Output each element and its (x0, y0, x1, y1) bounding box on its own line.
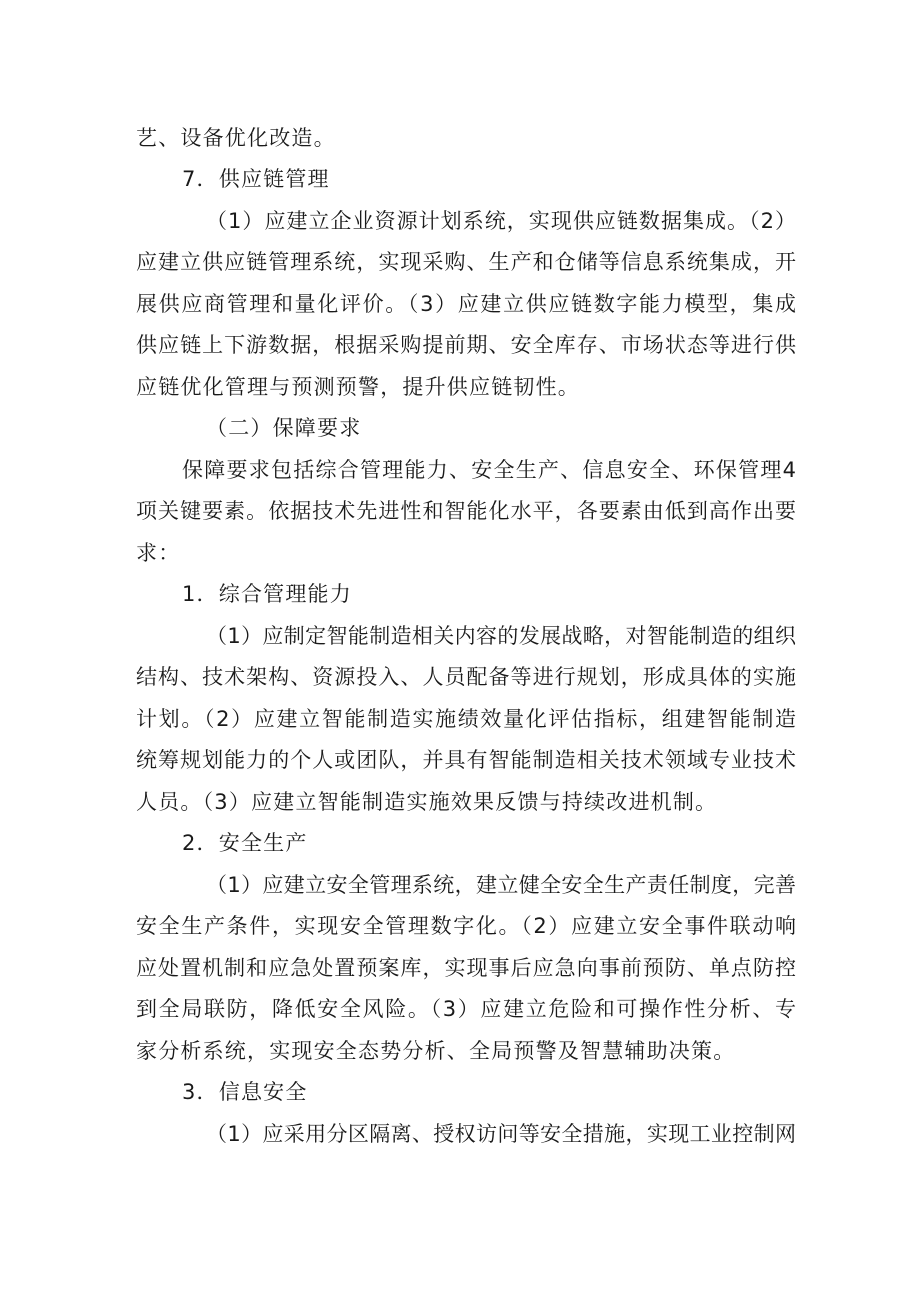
section-heading-1: 1．综合管理能力 (182, 582, 352, 606)
text-line: 应处置机制和应急处置预案库，实现事后应急向事前预防、单点防控 (136, 956, 796, 980)
text-line: （1）应建立安全管理系统，建立健全安全生产责任制度，完善 (206, 873, 796, 897)
section-heading-3: 3．信息安全 (182, 1080, 308, 1104)
text-line: 应链优化管理与预测预警，提升供应链韧性。 (136, 375, 580, 399)
text-line: 供应链上下游数据，根据采购提前期、安全库存、市场状态等进行供 (136, 333, 796, 357)
section-heading-7: 7．供应链管理 (182, 167, 330, 191)
text-line: 应建立供应链管理系统，实现采购、生产和仓储等信息系统集成，开 (136, 250, 796, 274)
text-line: 艺、设备优化改造。 (136, 126, 336, 150)
text-line: （1）应制定智能制造相关内容的发展战略，对智能制造的组织 (206, 624, 796, 648)
text-line: 保障要求包括综合管理能力、安全生产、信息安全、环保管理4 (182, 458, 796, 482)
section-heading-2: 2．安全生产 (182, 831, 308, 855)
text-line: 家分析系统，实现安全态势分析、全局预警及智慧辅助决策。 (136, 1039, 736, 1063)
text-line: 项关键要素。依据技术先进性和智能化水平，各要素由低到高作出要 (136, 499, 796, 523)
section-heading-guarantee: （二）保障要求 (206, 416, 362, 440)
text-line: 安全生产条件，实现安全管理数字化。（2）应建立安全事件联动响 (136, 914, 796, 938)
text-line: 到全局联防，降低安全风险。（3）应建立危险和可操作性分析、专 (136, 997, 796, 1021)
text-line: 求： (136, 541, 181, 565)
text-line: 展供应商管理和量化评价。（3）应建立供应链数字能力模型，集成 (136, 292, 796, 316)
text-line: 结构、技术架构、资源投入、人员配备等进行规划，形成具体的实施 (136, 665, 796, 689)
text-line: 人员。（3）应建立智能制造实施效果反馈与持续改进机制。 (136, 790, 718, 814)
text-line: 计划。（2）应建立智能制造实施绩效量化评估指标，组建智能制造 (136, 707, 796, 731)
text-line: 统筹规划能力的个人或团队，并具有智能制造相关技术领域专业技术 (136, 748, 796, 772)
text-line: （1）应采用分区隔离、授权访问等安全措施，实现工业控制网 (206, 1122, 796, 1146)
text-line: （1）应建立企业资源计划系统，实现供应链数据集成。（2） (206, 209, 796, 233)
